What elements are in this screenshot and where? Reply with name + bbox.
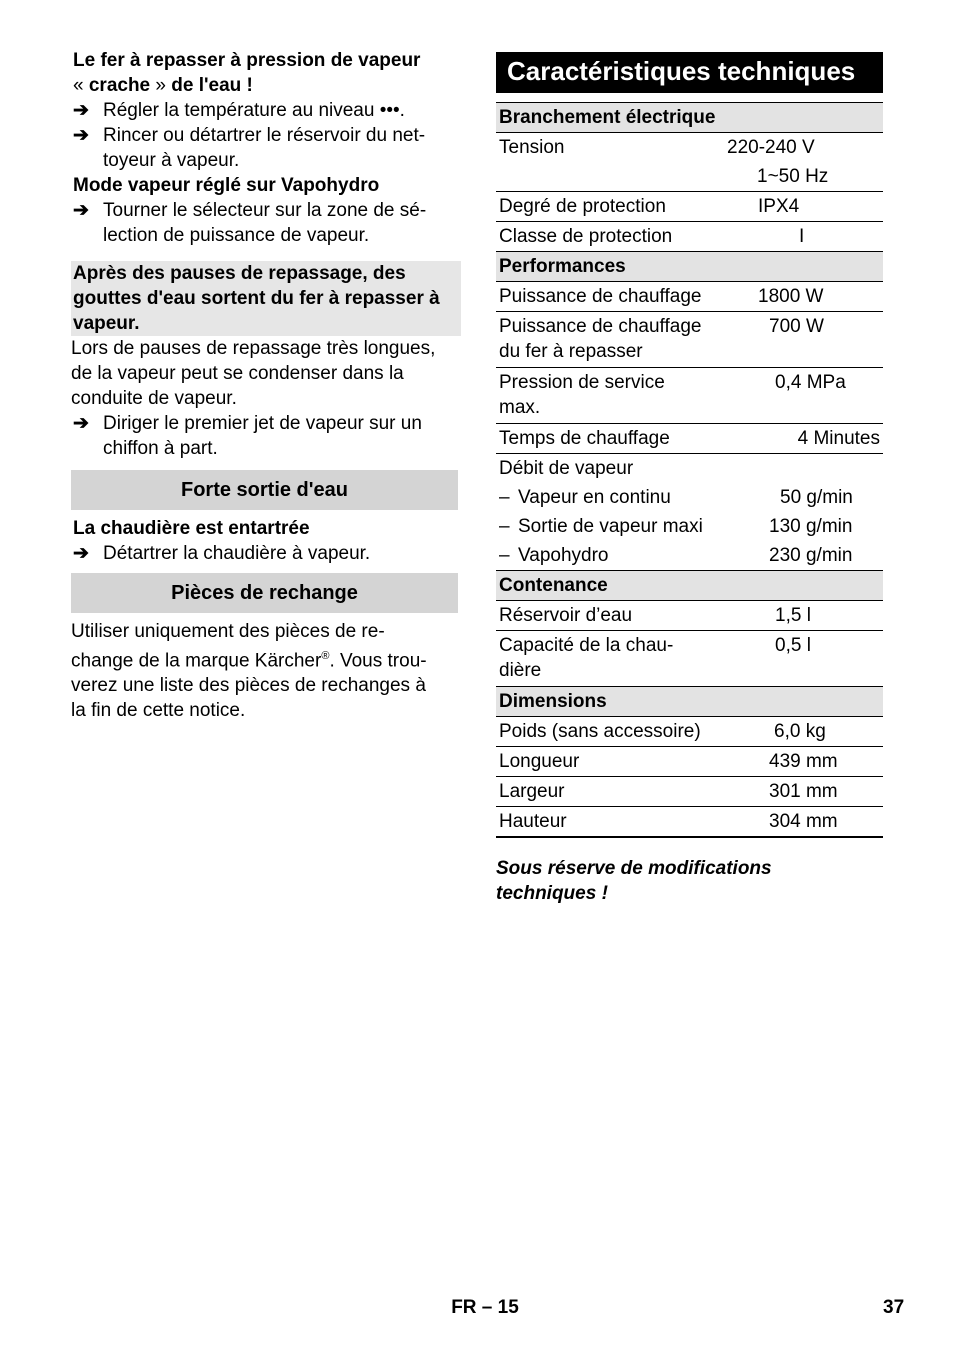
step-descale-boiler (71, 541, 461, 566)
dash-bullet: – (499, 516, 510, 537)
label-line: Vapeur en continu (518, 487, 671, 508)
spec-label (496, 631, 717, 687)
paragraph-line: verez une liste des pièces de rechanges à (71, 675, 426, 697)
table-row (496, 192, 883, 222)
dash-bullet: – (499, 487, 510, 508)
step-text: lection de puissance de vapeur. (103, 225, 370, 246)
table-row (496, 133, 883, 163)
spec-value: 1,5 l (717, 601, 883, 631)
label-line: Sortie de vapeur maxi (518, 516, 703, 537)
step-text: toyeur à vapeur. (103, 150, 240, 171)
spec-label: Débit de vapeur (499, 458, 634, 479)
arrow-right-icon: ➔ (73, 413, 89, 434)
table-row (496, 601, 883, 631)
table-row (496, 747, 883, 777)
note-line: techniques ! (496, 883, 608, 904)
group-row-capacity (496, 571, 883, 601)
spec-table (496, 102, 883, 838)
group-label: Performances (496, 252, 883, 282)
note-line: gouttes d'eau sortent du fer à repasser à (73, 288, 440, 309)
note-line: Après des pauses de repassage, des (73, 263, 406, 284)
paragraph-line: de la vapeur peut se condenser dans la (71, 363, 404, 384)
paragraph-line: Lors de pauses de repassage très longues, (71, 338, 436, 359)
arrow-right-icon: ➔ (73, 543, 89, 564)
table-row (496, 312, 883, 368)
table-row (496, 512, 883, 541)
spec-value: 230 g/min (769, 545, 853, 566)
arrow-right-icon: ➔ (73, 100, 89, 121)
group-row-electrical (496, 103, 883, 133)
note-line: Sous réserve de modifications (496, 858, 772, 879)
arrow-right-icon: ➔ (73, 125, 89, 146)
footer-page-number: 37 (883, 1297, 905, 1318)
spec-value (717, 454, 883, 484)
table-row (496, 282, 883, 312)
paragraph-line: . Vous trou- (329, 650, 427, 672)
heading-word: crache (88, 75, 151, 96)
group-label: Dimensions (496, 687, 883, 717)
spec-label: Classe de protection (499, 226, 673, 247)
spec-label: Réservoir d’eau (496, 601, 717, 631)
label-line: dière (499, 660, 542, 681)
step-text: Régler la température au niveau •••. (103, 100, 405, 121)
page-title: Caractéristiques techniques (496, 52, 883, 93)
spec-label (496, 541, 717, 571)
step-text: Détartrer la chaudière à vapeur. (103, 543, 371, 564)
dash-bullet: – (499, 545, 510, 566)
spec-value: 700 W (717, 312, 883, 368)
label-line: Pression de service (499, 372, 665, 393)
step-text: chiffon à part. (103, 438, 218, 459)
heading-rest: de l'eau ! (166, 75, 253, 96)
paragraph-spare-parts (71, 619, 461, 723)
spec-value: IPX4 (717, 192, 883, 222)
spec-value: I (799, 226, 805, 247)
step-rinse-tank (71, 123, 461, 173)
label-line: Puissance de chauffage (499, 316, 702, 337)
section-heading-spare-parts: Pièces de rechange (71, 573, 458, 613)
paragraph-line: conduite de vapeur. (71, 388, 237, 409)
spec-label: Degré de protection (496, 192, 717, 222)
spec-value: 439 mm (717, 747, 883, 777)
spec-value: 4 Minutes (717, 424, 883, 454)
spec-value: 6,0 kg (717, 717, 883, 747)
spec-label (496, 312, 717, 368)
table-row (496, 454, 883, 484)
spec-label: Puissance de chauffage (496, 282, 717, 312)
footer-language-page: FR – 15 (451, 1297, 519, 1318)
spec-label (496, 512, 717, 541)
spec-label: Poids (sans accessoire) (496, 717, 717, 747)
paragraph-line: la fin de cette notice. (71, 700, 246, 722)
group-label: Branchement électrique (496, 103, 883, 133)
spec-label (496, 483, 717, 512)
spec-label (496, 162, 717, 192)
heading-boiler-scaled: La chaudière est entartrée (73, 518, 310, 539)
quote-open: « (73, 75, 89, 96)
spec-value: 130 g/min (769, 516, 853, 537)
paragraph-line: change de la marque Kärcher (71, 650, 322, 672)
table-row (496, 162, 883, 192)
label-line: Vapohydro (518, 545, 609, 566)
table-row (496, 368, 883, 424)
reserve-note (496, 856, 883, 906)
group-row-dimensions (496, 687, 883, 717)
table-row (496, 541, 883, 571)
step-text: Rincer ou détartrer le réservoir du net- (103, 125, 426, 146)
spec-label (496, 368, 717, 424)
arrow-right-icon: ➔ (73, 200, 89, 221)
spec-value: 301 mm (717, 777, 883, 807)
heading-vapohydro-mode: Mode vapeur réglé sur Vapohydro (73, 175, 380, 196)
table-row (496, 631, 883, 687)
table-row (496, 777, 883, 807)
section-heading-water-output: Forte sortie d'eau (71, 470, 458, 510)
label-line: Capacité de la chau- (499, 635, 674, 656)
label-line: max. (499, 397, 541, 418)
paragraph-condensation (71, 336, 461, 411)
table-row (496, 717, 883, 747)
table-row (496, 483, 883, 512)
spec-value: 304 mm (717, 807, 883, 838)
spec-label: Tension (499, 137, 565, 158)
spec-label: Temps de chauffage (496, 424, 717, 454)
right-column (496, 52, 883, 906)
step-turn-selector (71, 198, 461, 248)
table-row (496, 807, 883, 838)
spec-value: 220-240 V (727, 137, 815, 158)
step-first-steam-jet (71, 411, 461, 461)
table-row (496, 424, 883, 454)
table-row (496, 222, 883, 252)
quote-close: » (150, 75, 166, 96)
paragraph-line: Utiliser uniquement des pièces de re- (71, 621, 385, 642)
note-line: vapeur. (73, 313, 140, 334)
spec-value: 1~50 Hz (717, 162, 883, 192)
label-line: du fer à repasser (499, 341, 643, 362)
spec-value: 0,4 MPa (717, 368, 883, 424)
note-heading-water-drops (71, 261, 461, 336)
left-column (71, 48, 461, 723)
group-label: Contenance (496, 571, 883, 601)
step-text: Tourner le sélecteur sur la zone de sé- (103, 200, 427, 221)
spec-value: 50 g/min (780, 487, 853, 508)
step-set-temperature (71, 98, 461, 123)
spec-value: 1800 W (717, 282, 883, 312)
spec-label: Longueur (496, 747, 717, 777)
heading-line: Le fer à repasser à pression de vapeur (73, 50, 421, 71)
step-text: Diriger le premier jet de vapeur sur un (103, 413, 422, 434)
spec-label: Largeur (496, 777, 717, 807)
group-row-performance (496, 252, 883, 282)
spec-label: Hauteur (496, 807, 717, 838)
spec-value: 0,5 l (775, 635, 811, 656)
heading-steam-iron-spits (71, 48, 461, 98)
registered-mark: ® (321, 650, 330, 662)
